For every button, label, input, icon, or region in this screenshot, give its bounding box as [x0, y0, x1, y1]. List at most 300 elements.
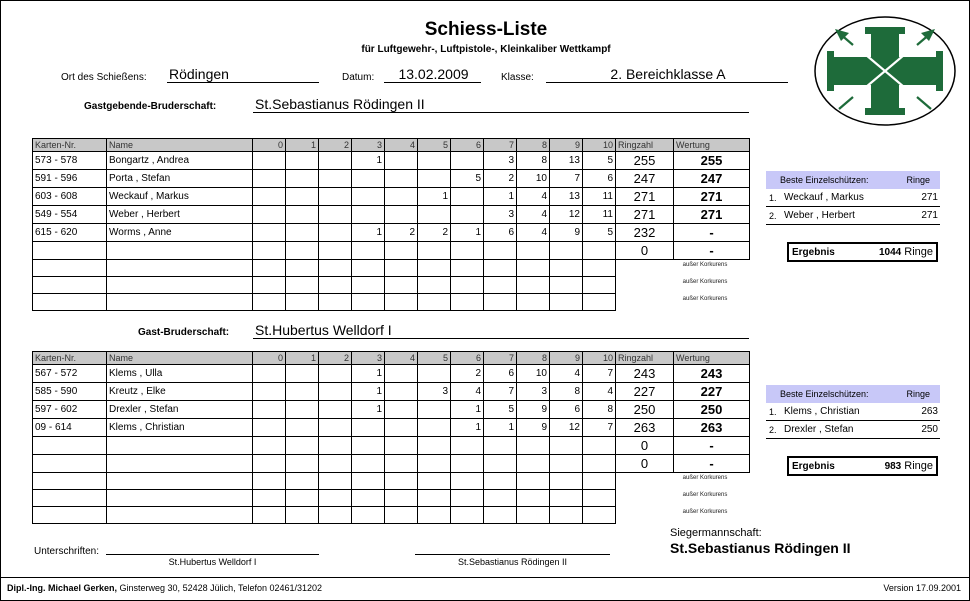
ring-count-cell[interactable] — [352, 170, 385, 188]
sieger-label: Siegermannschaft: — [670, 527, 762, 539]
ring-count-cell[interactable] — [286, 365, 319, 383]
ring-count-cell[interactable] — [253, 242, 286, 260]
ring-count-cell[interactable] — [286, 419, 319, 437]
empty-cell[interactable] — [385, 490, 418, 507]
wertung-cell[interactable]: - — [674, 437, 750, 455]
ring-count-cell[interactable]: 2 — [418, 224, 451, 242]
empty-cell[interactable] — [33, 490, 107, 507]
version-label: Version 17.09.2001 — [883, 583, 961, 593]
empty-cell[interactable] — [583, 490, 616, 507]
ring-count-cell[interactable] — [352, 206, 385, 224]
empty-cell[interactable] — [33, 473, 107, 490]
empty-cell[interactable] — [385, 260, 418, 277]
ring-count-cell[interactable] — [286, 224, 319, 242]
karten-nr-cell[interactable]: 597 - 602 — [33, 401, 107, 419]
empty-cell[interactable] — [517, 473, 550, 490]
ring-count-cell[interactable]: 1 — [352, 365, 385, 383]
ringzahl-cell[interactable]: 247 — [616, 170, 674, 188]
karten-nr-cell[interactable]: 567 - 572 — [33, 365, 107, 383]
ring-count-cell[interactable] — [286, 206, 319, 224]
ring-count-cell[interactable] — [451, 437, 484, 455]
empty-cell[interactable] — [418, 260, 451, 277]
ring-count-cell[interactable] — [352, 437, 385, 455]
empty-cell[interactable] — [319, 294, 352, 311]
empty-cell[interactable] — [517, 490, 550, 507]
ring-count-cell[interactable] — [550, 242, 583, 260]
empty-cell[interactable] — [418, 294, 451, 311]
column-header: 1 — [286, 352, 319, 365]
empty-cell[interactable] — [286, 277, 319, 294]
empty-row — [33, 507, 750, 524]
empty-cell[interactable] — [286, 260, 319, 277]
empty-cell[interactable] — [517, 260, 550, 277]
datum-field[interactable]: 13.02.2009 — [384, 67, 481, 83]
wertung-cell[interactable]: 271 — [674, 206, 750, 224]
empty-cell[interactable] — [253, 507, 286, 524]
name-cell[interactable]: Porta , Stefan — [107, 170, 253, 188]
ring-count-cell[interactable] — [286, 242, 319, 260]
ringzahl-cell[interactable]: 271 — [616, 206, 674, 224]
empty-cell[interactable] — [451, 507, 484, 524]
ring-count-cell[interactable]: 9 — [517, 419, 550, 437]
empty-cell[interactable] — [583, 277, 616, 294]
wertung-cell[interactable]: 247 — [674, 170, 750, 188]
karten-nr-cell[interactable]: 615 - 620 — [33, 224, 107, 242]
ring-count-cell[interactable] — [253, 455, 286, 473]
empty-cell[interactable] — [107, 260, 253, 277]
ring-count-cell[interactable]: 7 — [583, 365, 616, 383]
best-ringe: 271 — [921, 192, 938, 203]
ring-count-cell[interactable]: 1 — [451, 224, 484, 242]
ring-count-cell[interactable] — [451, 455, 484, 473]
ring-count-cell[interactable]: 4 — [550, 365, 583, 383]
empty-cell[interactable] — [352, 507, 385, 524]
ring-count-cell[interactable] — [385, 206, 418, 224]
ring-count-cell[interactable] — [385, 401, 418, 419]
ring-count-cell[interactable]: 10 — [517, 170, 550, 188]
empty-cell[interactable] — [107, 277, 253, 294]
empty-cell[interactable] — [550, 507, 583, 524]
ringzahl-cell[interactable]: 0 — [616, 242, 674, 260]
empty-cell[interactable] — [484, 277, 517, 294]
empty-cell[interactable] — [33, 507, 107, 524]
ring-count-cell[interactable] — [451, 206, 484, 224]
empty-cell[interactable] — [517, 277, 550, 294]
ringzahl-cell[interactable]: 0 — [616, 437, 674, 455]
ring-count-cell[interactable] — [385, 419, 418, 437]
ring-count-cell[interactable]: 2 — [385, 224, 418, 242]
name-cell[interactable]: Drexler , Stefan — [107, 401, 253, 419]
empty-cell[interactable] — [107, 507, 253, 524]
ring-count-cell[interactable] — [319, 242, 352, 260]
empty-cell[interactable] — [33, 260, 107, 277]
ring-count-cell[interactable] — [385, 170, 418, 188]
ring-count-cell[interactable] — [484, 455, 517, 473]
empty-cell[interactable] — [286, 294, 319, 311]
best-no: 2. — [769, 425, 777, 435]
ring-count-cell[interactable] — [253, 188, 286, 206]
empty-cell[interactable] — [550, 260, 583, 277]
ring-count-cell[interactable]: 2 — [451, 365, 484, 383]
wertung-cell[interactable]: 263 — [674, 419, 750, 437]
ring-count-cell[interactable]: 1 — [352, 224, 385, 242]
ringzahl-cell[interactable]: 243 — [616, 365, 674, 383]
ring-count-cell[interactable]: 4 — [583, 383, 616, 401]
ring-count-cell[interactable] — [550, 455, 583, 473]
karten-nr-cell[interactable] — [33, 437, 107, 455]
ring-count-cell[interactable] — [253, 206, 286, 224]
ring-count-cell[interactable]: 1 — [484, 419, 517, 437]
ringzahl-cell[interactable]: 263 — [616, 419, 674, 437]
ring-count-cell[interactable]: 1 — [451, 419, 484, 437]
karten-nr-cell[interactable] — [33, 242, 107, 260]
empty-cell[interactable] — [385, 507, 418, 524]
ring-count-cell[interactable]: 3 — [517, 383, 550, 401]
empty-cell[interactable] — [33, 277, 107, 294]
ring-count-cell[interactable]: 13 — [550, 188, 583, 206]
empty-cell[interactable] — [418, 507, 451, 524]
empty-cell[interactable] — [319, 473, 352, 490]
ring-count-cell[interactable] — [418, 170, 451, 188]
ring-count-cell[interactable]: 4 — [517, 206, 550, 224]
empty-cell[interactable] — [352, 260, 385, 277]
ring-count-cell[interactable] — [583, 242, 616, 260]
name-cell[interactable]: Klems , Christian — [107, 419, 253, 437]
ring-count-cell[interactable]: 6 — [583, 170, 616, 188]
ring-count-cell[interactable]: 5 — [484, 401, 517, 419]
ringzahl-cell[interactable]: 232 — [616, 224, 674, 242]
empty-cell[interactable] — [484, 507, 517, 524]
ring-count-cell[interactable]: 1 — [451, 401, 484, 419]
ring-count-cell[interactable] — [319, 383, 352, 401]
ring-count-cell[interactable] — [385, 242, 418, 260]
empty-cell[interactable] — [451, 490, 484, 507]
ring-count-cell[interactable] — [517, 242, 550, 260]
ring-count-cell[interactable]: 1 — [352, 401, 385, 419]
ring-count-cell[interactable]: 9 — [517, 401, 550, 419]
ring-count-cell[interactable] — [517, 455, 550, 473]
empty-cell[interactable] — [616, 294, 674, 311]
ring-count-cell[interactable] — [253, 419, 286, 437]
empty-cell[interactable] — [583, 260, 616, 277]
ring-count-cell[interactable] — [319, 188, 352, 206]
empty-cell[interactable] — [418, 277, 451, 294]
empty-cell[interactable] — [517, 294, 550, 311]
ringzahl-cell[interactable]: 227 — [616, 383, 674, 401]
ring-count-cell[interactable] — [286, 170, 319, 188]
ring-count-cell[interactable]: 1 — [352, 152, 385, 170]
name-cell[interactable]: Kreutz , Elke — [107, 383, 253, 401]
empty-cell[interactable] — [319, 490, 352, 507]
empty-cell[interactable] — [253, 277, 286, 294]
ring-count-cell[interactable] — [418, 206, 451, 224]
karten-nr-cell[interactable]: 585 - 590 — [33, 383, 107, 401]
ring-count-cell[interactable] — [286, 383, 319, 401]
empty-cell[interactable] — [107, 473, 253, 490]
empty-cell[interactable] — [352, 490, 385, 507]
karten-nr-cell[interactable]: 549 - 554 — [33, 206, 107, 224]
empty-row — [33, 277, 750, 294]
empty-cell[interactable] — [484, 294, 517, 311]
ring-count-cell[interactable]: 4 — [451, 383, 484, 401]
ring-count-cell[interactable] — [286, 152, 319, 170]
ring-count-cell[interactable]: 7 — [583, 419, 616, 437]
empty-cell[interactable] — [319, 277, 352, 294]
ring-count-cell[interactable]: 3 — [484, 206, 517, 224]
ring-count-cell[interactable] — [319, 455, 352, 473]
page-subtitle: für Luftgewehr-, Luftpistole-, Kleinkaliber Wettkampf — [361, 44, 611, 55]
ring-count-cell[interactable] — [451, 242, 484, 260]
ringzahl-cell[interactable]: 0 — [616, 455, 674, 473]
wertung-cell[interactable]: 250 — [674, 401, 750, 419]
ring-count-cell[interactable]: 11 — [583, 188, 616, 206]
column-header: 4 — [385, 139, 418, 152]
empty-cell[interactable] — [484, 490, 517, 507]
name-cell[interactable]: Weber , Herbert — [107, 206, 253, 224]
ring-count-cell[interactable]: 11 — [583, 206, 616, 224]
ring-count-cell[interactable]: 2 — [484, 170, 517, 188]
ring-count-cell[interactable] — [319, 419, 352, 437]
wertung-cell[interactable]: 227 — [674, 383, 750, 401]
klasse-label: Klasse: — [501, 72, 534, 83]
empty-cell[interactable] — [286, 507, 319, 524]
table-row — [33, 152, 750, 170]
karten-nr-cell[interactable]: 573 - 578 — [33, 152, 107, 170]
empty-cell[interactable] — [451, 260, 484, 277]
column-header: 5 — [418, 352, 451, 365]
ring-count-cell[interactable] — [583, 437, 616, 455]
ring-count-cell[interactable] — [385, 383, 418, 401]
ring-count-cell[interactable]: 8 — [517, 152, 550, 170]
empty-cell[interactable] — [550, 490, 583, 507]
ring-count-cell[interactable]: 9 — [550, 224, 583, 242]
ort-field[interactable]: Rödingen — [167, 67, 319, 83]
ring-count-cell[interactable] — [286, 455, 319, 473]
ring-count-cell[interactable] — [517, 437, 550, 455]
home-score-table — [32, 138, 750, 311]
best-row — [766, 421, 940, 439]
name-cell[interactable]: Klems , Ulla — [107, 365, 253, 383]
ring-count-cell[interactable] — [385, 188, 418, 206]
ring-count-cell[interactable]: 1 — [484, 188, 517, 206]
empty-cell[interactable] — [550, 473, 583, 490]
ring-count-cell[interactable] — [253, 437, 286, 455]
ring-count-cell[interactable] — [583, 455, 616, 473]
empty-cell[interactable] — [253, 490, 286, 507]
empty-cell[interactable] — [352, 294, 385, 311]
empty-cell[interactable] — [107, 490, 253, 507]
name-cell[interactable] — [107, 242, 253, 260]
ring-count-cell[interactable]: 6 — [484, 365, 517, 383]
empty-cell[interactable] — [616, 260, 674, 277]
empty-cell[interactable] — [451, 277, 484, 294]
wertung-cell[interactable]: - — [674, 224, 750, 242]
table-row — [33, 383, 750, 401]
ring-count-cell[interactable]: 5 — [451, 170, 484, 188]
empty-cell[interactable] — [616, 490, 674, 507]
ringzahl-cell[interactable]: 255 — [616, 152, 674, 170]
column-header: Karten-Nr. — [33, 139, 107, 152]
ring-count-cell[interactable] — [286, 437, 319, 455]
empty-cell[interactable] — [253, 473, 286, 490]
empty-cell[interactable] — [352, 277, 385, 294]
ring-count-cell[interactable] — [451, 152, 484, 170]
ring-count-cell[interactable] — [418, 437, 451, 455]
ring-count-cell[interactable] — [319, 401, 352, 419]
empty-cell[interactable] — [385, 277, 418, 294]
empty-cell[interactable] — [385, 294, 418, 311]
empty-cell[interactable] — [517, 507, 550, 524]
empty-cell[interactable] — [385, 473, 418, 490]
ring-count-cell[interactable] — [418, 401, 451, 419]
ring-count-cell[interactable] — [352, 419, 385, 437]
wertung-cell[interactable]: 243 — [674, 365, 750, 383]
ring-count-cell[interactable] — [253, 401, 286, 419]
guest-team-label: Gast-Bruderschaft: — [138, 327, 230, 338]
empty-cell[interactable] — [550, 277, 583, 294]
empty-cell[interactable] — [484, 260, 517, 277]
karten-nr-cell[interactable]: 591 - 596 — [33, 170, 107, 188]
ring-count-cell[interactable] — [319, 437, 352, 455]
empty-cell[interactable] — [33, 294, 107, 311]
empty-cell[interactable] — [418, 490, 451, 507]
ring-count-cell[interactable] — [352, 455, 385, 473]
signature-line-1[interactable] — [106, 554, 319, 555]
klasse-field[interactable]: 2. Bereichklasse A — [546, 67, 788, 83]
ring-count-cell[interactable] — [253, 365, 286, 383]
empty-cell[interactable] — [286, 490, 319, 507]
empty-cell[interactable] — [451, 473, 484, 490]
ring-count-cell[interactable] — [484, 242, 517, 260]
ring-count-cell[interactable] — [385, 365, 418, 383]
ring-count-cell[interactable] — [319, 170, 352, 188]
ring-count-cell[interactable] — [385, 152, 418, 170]
best-name: Weckauf , Markus — [784, 192, 864, 203]
wertung-cell[interactable]: 271 — [674, 188, 750, 206]
ring-count-cell[interactable]: 3 — [484, 152, 517, 170]
ring-count-cell[interactable]: 1 — [418, 188, 451, 206]
empty-cell[interactable] — [550, 294, 583, 311]
home-team-name[interactable]: St.Sebastianus Rödingen II — [253, 97, 749, 113]
ring-count-cell[interactable]: 12 — [550, 206, 583, 224]
ring-count-cell[interactable] — [319, 365, 352, 383]
ring-count-cell[interactable] — [352, 188, 385, 206]
ring-count-cell[interactable] — [484, 437, 517, 455]
ring-count-cell[interactable]: 8 — [583, 401, 616, 419]
best-row — [766, 189, 940, 207]
ring-count-cell[interactable]: 5 — [583, 152, 616, 170]
empty-cell[interactable] — [616, 277, 674, 294]
ring-count-cell[interactable] — [385, 455, 418, 473]
ring-count-cell[interactable] — [286, 401, 319, 419]
empty-cell[interactable] — [319, 260, 352, 277]
signature-line-2[interactable] — [415, 554, 610, 555]
ring-count-cell[interactable] — [550, 437, 583, 455]
footer-address — [7, 583, 322, 593]
wertung-cell[interactable]: - — [674, 242, 750, 260]
empty-cell[interactable] — [583, 294, 616, 311]
ring-count-cell[interactable]: 5 — [583, 224, 616, 242]
guest-ergebnis-box — [787, 456, 938, 476]
empty-cell[interactable] — [484, 473, 517, 490]
karten-nr-cell[interactable] — [33, 455, 107, 473]
ring-count-cell[interactable]: 6 — [550, 401, 583, 419]
ring-count-cell[interactable]: 7 — [484, 383, 517, 401]
empty-cell[interactable] — [352, 473, 385, 490]
ring-count-cell[interactable]: 13 — [550, 152, 583, 170]
table-row — [33, 224, 750, 242]
ring-count-cell[interactable] — [253, 383, 286, 401]
name-cell[interactable]: Weckauf , Markus — [107, 188, 253, 206]
ring-count-cell[interactable] — [319, 224, 352, 242]
table-row — [33, 419, 750, 437]
empty-cell[interactable] — [616, 473, 674, 490]
best-no: 2. — [769, 211, 777, 221]
ring-count-cell[interactable] — [319, 206, 352, 224]
ring-count-cell[interactable] — [319, 152, 352, 170]
empty-cell[interactable] — [418, 473, 451, 490]
ring-count-cell[interactable]: 7 — [550, 170, 583, 188]
wertung-cell[interactable]: - — [674, 455, 750, 473]
ring-count-cell[interactable]: 4 — [517, 188, 550, 206]
guest-team-name[interactable]: St.Hubertus Welldorf I — [253, 323, 749, 339]
ring-count-cell[interactable]: 3 — [418, 383, 451, 401]
name-cell[interactable]: Bongartz , Andrea — [107, 152, 253, 170]
ring-count-cell[interactable] — [418, 455, 451, 473]
ring-count-cell[interactable]: 10 — [517, 365, 550, 383]
empty-cell[interactable] — [286, 473, 319, 490]
name-cell[interactable]: Worms , Anne — [107, 224, 253, 242]
karten-nr-cell[interactable]: 09 - 614 — [33, 419, 107, 437]
ring-count-cell[interactable] — [418, 152, 451, 170]
ring-count-cell[interactable] — [418, 365, 451, 383]
column-header: Wertung — [674, 352, 750, 365]
guest-best-shooters — [766, 385, 940, 439]
ring-count-cell[interactable] — [418, 419, 451, 437]
ring-count-cell[interactable] — [286, 188, 319, 206]
column-header: 0 — [253, 352, 286, 365]
ring-count-cell[interactable]: 6 — [484, 224, 517, 242]
ring-count-cell[interactable]: 12 — [550, 419, 583, 437]
ringzahl-cell[interactable]: 250 — [616, 401, 674, 419]
empty-cell[interactable] — [583, 507, 616, 524]
name-cell[interactable] — [107, 455, 253, 473]
wertung-cell[interactable]: 255 — [674, 152, 750, 170]
ring-count-cell[interactable] — [352, 242, 385, 260]
empty-cell[interactable] — [107, 294, 253, 311]
empty-cell[interactable] — [616, 507, 674, 524]
empty-cell[interactable] — [583, 473, 616, 490]
name-cell[interactable] — [107, 437, 253, 455]
ring-count-cell[interactable] — [385, 437, 418, 455]
ring-count-cell[interactable]: 1 — [352, 383, 385, 401]
empty-cell[interactable] — [253, 260, 286, 277]
empty-cell[interactable] — [319, 507, 352, 524]
ring-count-cell[interactable] — [253, 170, 286, 188]
table-row — [33, 455, 750, 473]
ring-count-cell[interactable] — [418, 242, 451, 260]
table-row — [33, 170, 750, 188]
ring-count-cell[interactable] — [253, 224, 286, 242]
ring-count-cell[interactable]: 8 — [550, 383, 583, 401]
empty-cell[interactable] — [451, 294, 484, 311]
ringzahl-cell[interactable]: 271 — [616, 188, 674, 206]
empty-cell[interactable] — [253, 294, 286, 311]
ring-count-cell[interactable] — [253, 152, 286, 170]
ring-count-cell[interactable] — [451, 188, 484, 206]
ring-count-cell[interactable]: 4 — [517, 224, 550, 242]
karten-nr-cell[interactable]: 603 - 608 — [33, 188, 107, 206]
